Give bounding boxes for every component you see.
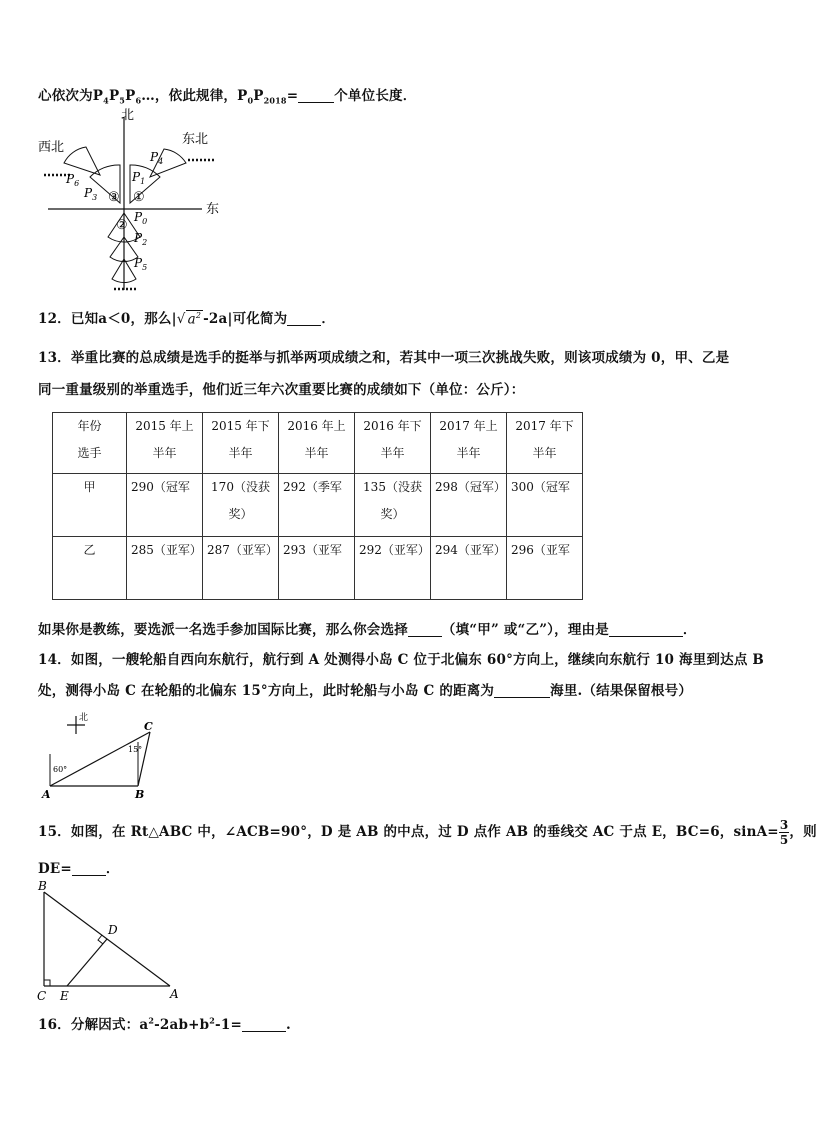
label-a: A	[42, 788, 51, 801]
north-label: 北	[79, 713, 89, 723]
table-cell: 292（亚军）	[355, 537, 431, 600]
angle-60: 60°	[53, 765, 68, 774]
label-p2: $P_2$	[134, 231, 148, 247]
table-cell: 293（亚军	[279, 537, 355, 600]
label-p6: $P_6$	[66, 172, 80, 188]
sqrt-expr: $a^2$	[187, 310, 202, 327]
table-header-cell: 2015 年下 半年	[203, 413, 279, 474]
label-e: E	[60, 989, 69, 1003]
q13-line1: 13．举重比赛的总成绩是选手的挺举与抓举两项成绩之和，若其中一项三次挑战失败，则该项成绩为 0，甲、乙是	[38, 350, 730, 366]
table-header-cell: 2017 年上 半年	[431, 413, 507, 474]
table-header-cell: 2017 年下 半年	[507, 413, 583, 474]
fraction-3-5: $\frac{3}{5}$	[779, 818, 789, 847]
q13-line2: 同一重量级别的举重选手，他们近三年六次重要比赛的成绩如下（单位：公斤）：	[38, 382, 525, 398]
q16-text: 16．分解因式：$a^2-2ab+b^2-1=$ .	[38, 1015, 291, 1033]
table-cell: 290（冠军	[127, 474, 203, 537]
answer-blank[interactable]	[72, 861, 106, 876]
label-b: B	[38, 879, 47, 893]
label-p4: $P_4$	[150, 150, 164, 166]
q12-text: 12．已知a＜0，那么|√ $a^2$ -2a|可化简为 ．	[38, 310, 336, 327]
circle-two: ②	[116, 218, 128, 233]
table-cell: 170（没获 奖）	[203, 474, 279, 537]
table-header-cell: 2016 年上 半年	[279, 413, 355, 474]
table-header-row	[53, 413, 583, 474]
triangle-figure	[34, 876, 194, 1006]
north-label: 北	[121, 108, 135, 123]
answer-blank[interactable]	[298, 88, 334, 103]
table-header-cell: 2015 年上 半年	[127, 413, 203, 474]
table-cell: 285（亚军）	[127, 537, 203, 600]
table-cell: 300（冠军	[507, 474, 583, 537]
label-p3: $P_3$	[84, 186, 98, 202]
table-header-cell: 年份 选手	[53, 413, 127, 474]
label-d: D	[108, 923, 118, 937]
q11-text: 心依次为$P_4P_5P_6\dots$，依此规律，$P_0P_{2018}=$ 个单位长度．	[38, 88, 417, 106]
northeast-label: 东北	[182, 132, 209, 147]
circle-three: ③	[108, 190, 120, 205]
table-cell: 135（没获 奖）	[355, 474, 431, 537]
label-a: A	[170, 987, 179, 1001]
table-row	[53, 537, 583, 600]
compass-figure	[30, 105, 230, 295]
label-c: C	[37, 989, 47, 1003]
label-p1: $P_1$	[132, 170, 146, 186]
table-cell: 乙	[53, 537, 127, 600]
q14-line2: 处，测得小岛 C 在轮船的北偏东 15°方向上，此时轮船与小岛 C 的距离为 海里.（结果保留根号）	[38, 683, 693, 699]
ship-figure	[36, 708, 166, 804]
answer-blank[interactable]	[408, 622, 442, 637]
q13-question: 如果你是教练，要选派一名选手参加国际比赛，那么你会选择 （填“甲” 或“乙”），理由是 ．	[38, 622, 697, 638]
answer-blank[interactable]	[242, 1017, 286, 1032]
q15-line2: DE= ．	[38, 861, 120, 877]
label-b: B	[135, 788, 145, 801]
answer-blank[interactable]	[287, 311, 321, 326]
angle-15: 15°	[128, 745, 143, 754]
table-cell: 292（季军	[279, 474, 355, 537]
answer-blank[interactable]	[609, 622, 683, 637]
circle-one: ①	[133, 190, 145, 205]
northwest-label: 西北	[38, 140, 65, 155]
q14-line1: 14．如图，一艘轮船自西向东航行，航行到 A 处测得小岛 C 位于北偏东 60°方向上，继续向东航行 10 海里到达点 B	[38, 652, 765, 668]
q15-line1: 15．如图，在 Rt△ABC 中，∠ACB=90°，D 是 AB 的中点，过 D 点作 AB 的垂线交 AC 于点 E，BC=6，sinA= $\frac{3}{5}$ ，则	[38, 818, 817, 847]
table-cell: 296（亚军	[507, 537, 583, 600]
table-header-cell: 2016 年下 半年	[355, 413, 431, 474]
label-c: C	[144, 720, 153, 733]
label-p0: $P_0$	[134, 210, 148, 226]
scores-table	[52, 412, 583, 600]
label-p5: $P_5$	[134, 256, 148, 272]
east-label: 东	[206, 202, 220, 217]
table-cell: 287（亚军）	[203, 537, 279, 600]
table-cell: 294（亚军）	[431, 537, 507, 600]
table-cell: 298（冠军）	[431, 474, 507, 537]
table-cell: 甲	[53, 474, 127, 537]
answer-blank[interactable]	[494, 683, 550, 698]
table-row	[53, 474, 583, 537]
